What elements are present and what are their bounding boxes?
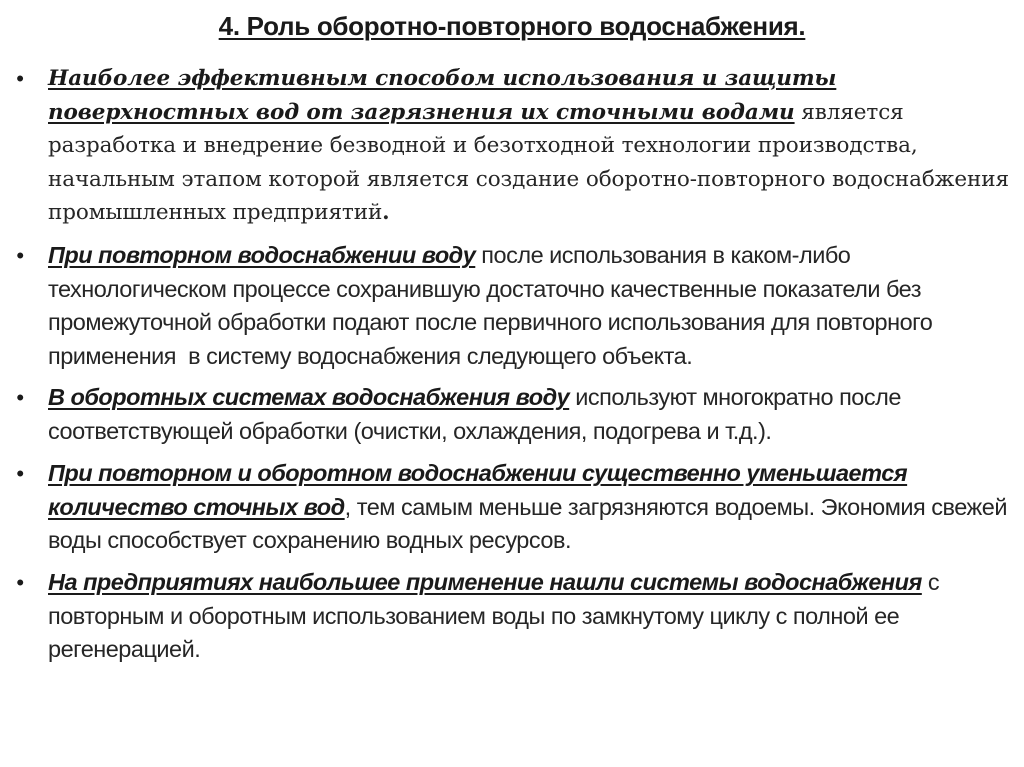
bullet-item-efficient-method: [16, 62, 1010, 230]
bullet-item-wastewater-reduction: [16, 457, 1010, 558]
bullet-item-repeated-supply: [16, 239, 1010, 373]
bullet-text: является разработка и внедрение безводной и безотходной технологии производства, начальным этапом которой является создание оборотно-повторного водоснабжения промышленных предприятий: [48, 99, 1009, 225]
bullet-emphasis: На предприятиях наибольшее применение нашли системы водоснабжения: [48, 569, 922, 595]
slide-title-text: 4. Роль оборотно-повторного водоснабжения.: [218, 11, 806, 41]
bullet-icon: •: [16, 570, 24, 595]
bullet-icon: •: [16, 243, 24, 268]
bullet-item-closed-cycle: [16, 566, 1010, 667]
bullet-icon: •: [16, 66, 24, 91]
bullet-text: , тем самым меньше загрязняются водоемы. Экономия свежей воды способствует сохранению водных ресурсов.: [48, 493, 1007, 553]
bullet-icon: •: [16, 385, 24, 410]
bullet-item-circulating-systems: [16, 381, 1010, 448]
bullet-emphasis: При повторном и оборотном водоснабжении существенно уменьшается количество сточных вод: [48, 460, 908, 520]
bullet-text: с повторным и оборотным использованием воды по замкнутому циклу с полной ее регенерацией.: [48, 569, 940, 662]
bullet-text: используют многократно после соответствующей обработки (очистки, охлаждения, подогрева и т.д.).: [48, 384, 901, 444]
bullet-emphasis: Наиболее эффективным способом использования и защиты поверхностных вод от загрязнения их сточными водами: [48, 66, 837, 125]
bullet-emphasis: При повторном водоснабжении воду: [48, 242, 476, 268]
bullet-end: .: [382, 200, 390, 225]
bullet-emphasis: В оборотных системах водоснабжения воду: [48, 384, 570, 410]
bullet-icon: •: [16, 461, 24, 486]
bullet-text: после использования в каком-либо технологическом процессе сохранившую достаточно качественные показатели без промежуточной обработки подают после первичного использования для повторного применения в систему водоснабжения следующего объекта.: [48, 242, 939, 369]
slide-title: [0, 8, 1024, 44]
